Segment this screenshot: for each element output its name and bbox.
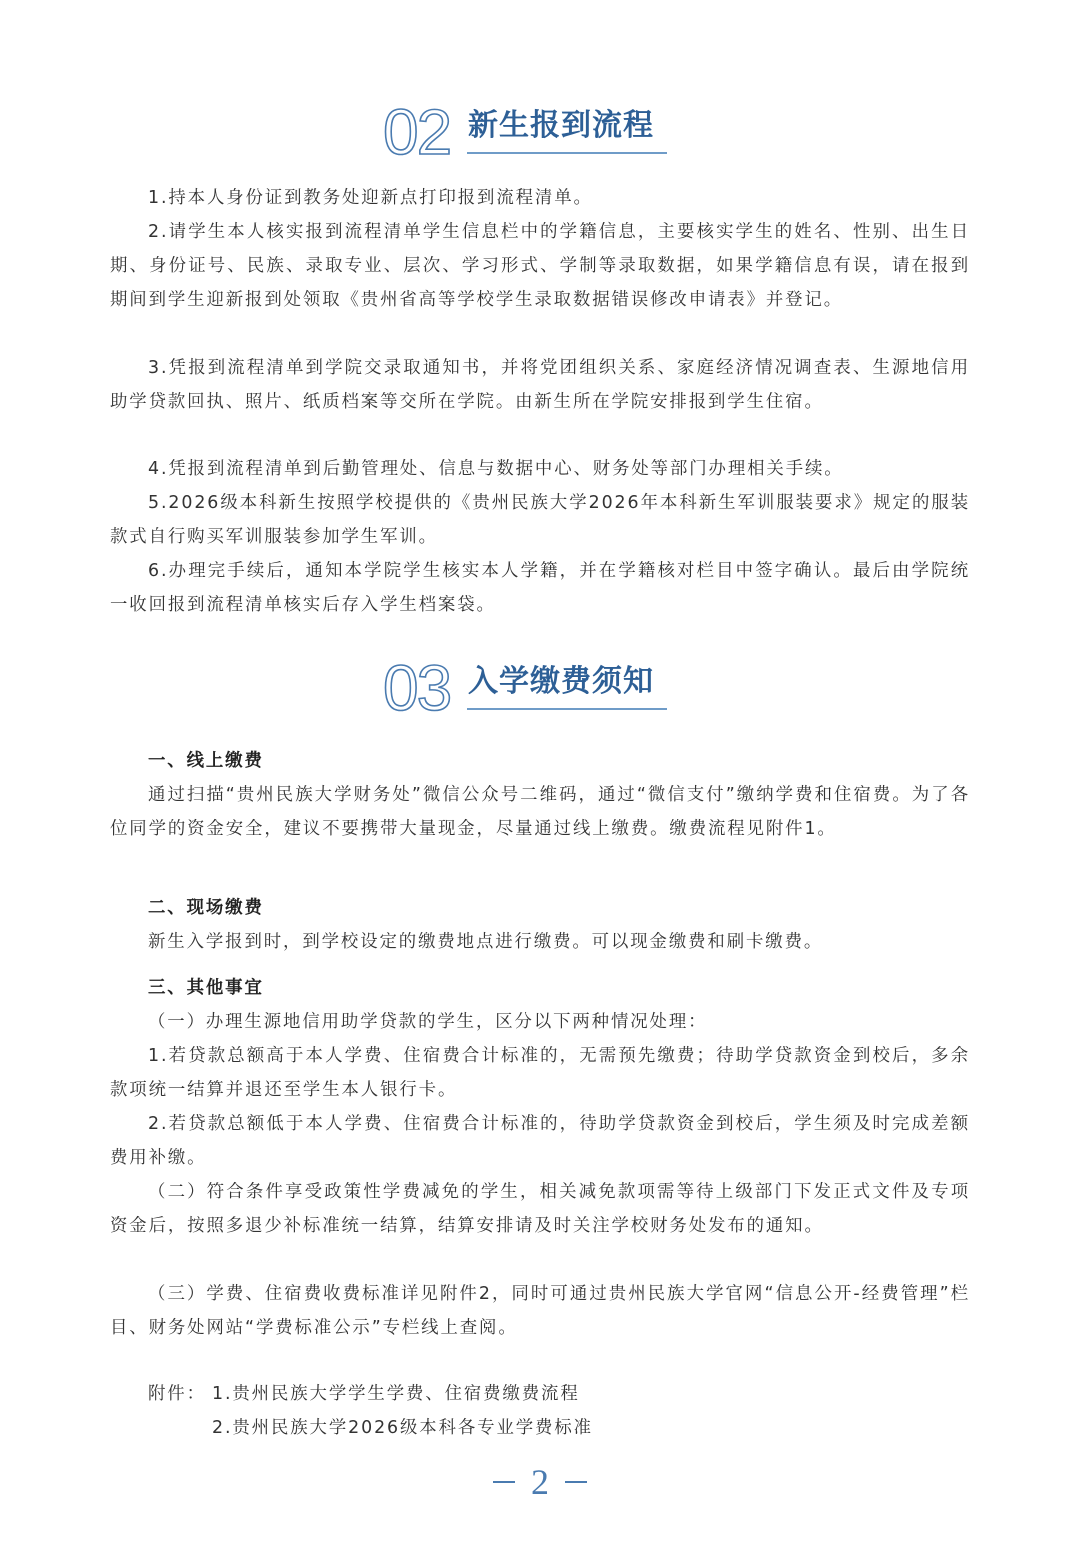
other-matters-p3: 2.若贷款总额低于本人学费、住宿费合计标准的，待助学贷款资金到校后，学生须及时完成差额费用补缴。 xyxy=(110,1114,970,1168)
section-2-item-2: 2.请学生本人核实报到流程清单学生信息栏中的学籍信息，主要核实学生的姓名、性别、出生日期、身份证号、民族、录取专业、层次、学习形式、学制等录取数据，如果学籍信息有误，请在报到期间到学生迎新报到处领取《贵州省高等学校学生录取数据错误修改申请表》并登记。 xyxy=(110,222,970,310)
other-matters-heading: 三、其他事宜 xyxy=(148,978,264,998)
section-3-header xyxy=(0,652,1080,726)
section-2-item-4: 4.凭报到流程清单到后勤管理处、信息与数据中心、财务处等部门办理相关手续。 xyxy=(148,459,844,479)
footer-dash-left xyxy=(493,1481,515,1483)
section-2-header xyxy=(0,96,1080,170)
section-2-item-3: 3.凭报到流程清单到学院交录取通知书，并将党团组织关系、家庭经济情况调查表、生源地信用助学贷款回执、照片、纸质档案等交所在学院。由新生所在学院安排报到学生住宿。 xyxy=(110,358,970,412)
online-payment-text: 通过扫描“贵州民族大学财务处”微信公众号二维码，通过“微信支付”缴纳学费和住宿费。为了各位同学的资金安全，建议不要携带大量现金，尽量通过线上缴费。缴费流程见附件1。 xyxy=(110,785,970,839)
other-matters-p2: 1.若贷款总额高于本人学费、住宿费合计标准的，无需预先缴费；待助学贷款资金到校后，多余款项统一结算并退还至学生本人银行卡。 xyxy=(110,1046,970,1100)
section-2-item-5: 5.2026级本科新生按照学校提供的《贵州民族大学2026年本科新生军训服装要求》规定的服装款式自行购买军训服装参加学生军训。 xyxy=(110,493,970,547)
section-2-item-1: 1.持本人身份证到教务处迎新点打印报到流程清单。 xyxy=(148,188,593,208)
section-3-underline xyxy=(467,708,667,710)
section-3-number: 03 xyxy=(383,652,451,724)
section-2-title: 新生报到流程 xyxy=(468,108,654,143)
attachment-item-2: 2.贵州民族大学2026级本科各专业学费标准 xyxy=(212,1418,593,1438)
attachments-label: 附件： xyxy=(148,1384,206,1404)
section-3-title: 入学缴费须知 xyxy=(468,664,654,699)
footer-dash-right xyxy=(565,1481,587,1483)
onsite-payment-heading: 二、现场缴费 xyxy=(148,898,264,918)
onsite-payment-text: 新生入学报到时，到学校设定的缴费地点进行缴费。可以现金缴费和刷卡缴费。 xyxy=(148,932,824,952)
section-2-number: 02 xyxy=(383,96,451,168)
page-footer xyxy=(0,1462,1080,1502)
attachment-item-1: 1.贵州民族大学学生学费、住宿费缴费流程 xyxy=(212,1384,580,1404)
online-payment-heading: 一、线上缴费 xyxy=(148,751,264,771)
page-number: 2 xyxy=(531,1462,549,1502)
section-2-underline xyxy=(467,152,667,154)
attachments xyxy=(148,1377,580,1411)
section-2-item-6: 6.办理完手续后，通知本学院学生核实本人学籍，并在学籍核对栏目中签字确认。最后由学院统一收回报到流程清单核实后存入学生档案袋。 xyxy=(110,561,970,615)
other-matters-p5: （三）学费、住宿费收费标准详见附件2，同时可通过贵州民族大学官网“信息公开-经费管理”栏目、财务处网站“学费标准公示”专栏线上查阅。 xyxy=(110,1284,970,1338)
other-matters-p4: （二）符合条件享受政策性学费减免的学生，相关减免款项需等待上级部门下发正式文件及专项资金后，按照多退少补标准统一结算，结算安排请及时关注学校财务处发布的通知。 xyxy=(110,1182,970,1236)
other-matters-p1: （一）办理生源地信用助学贷款的学生，区分以下两种情况处理： xyxy=(148,1012,708,1032)
